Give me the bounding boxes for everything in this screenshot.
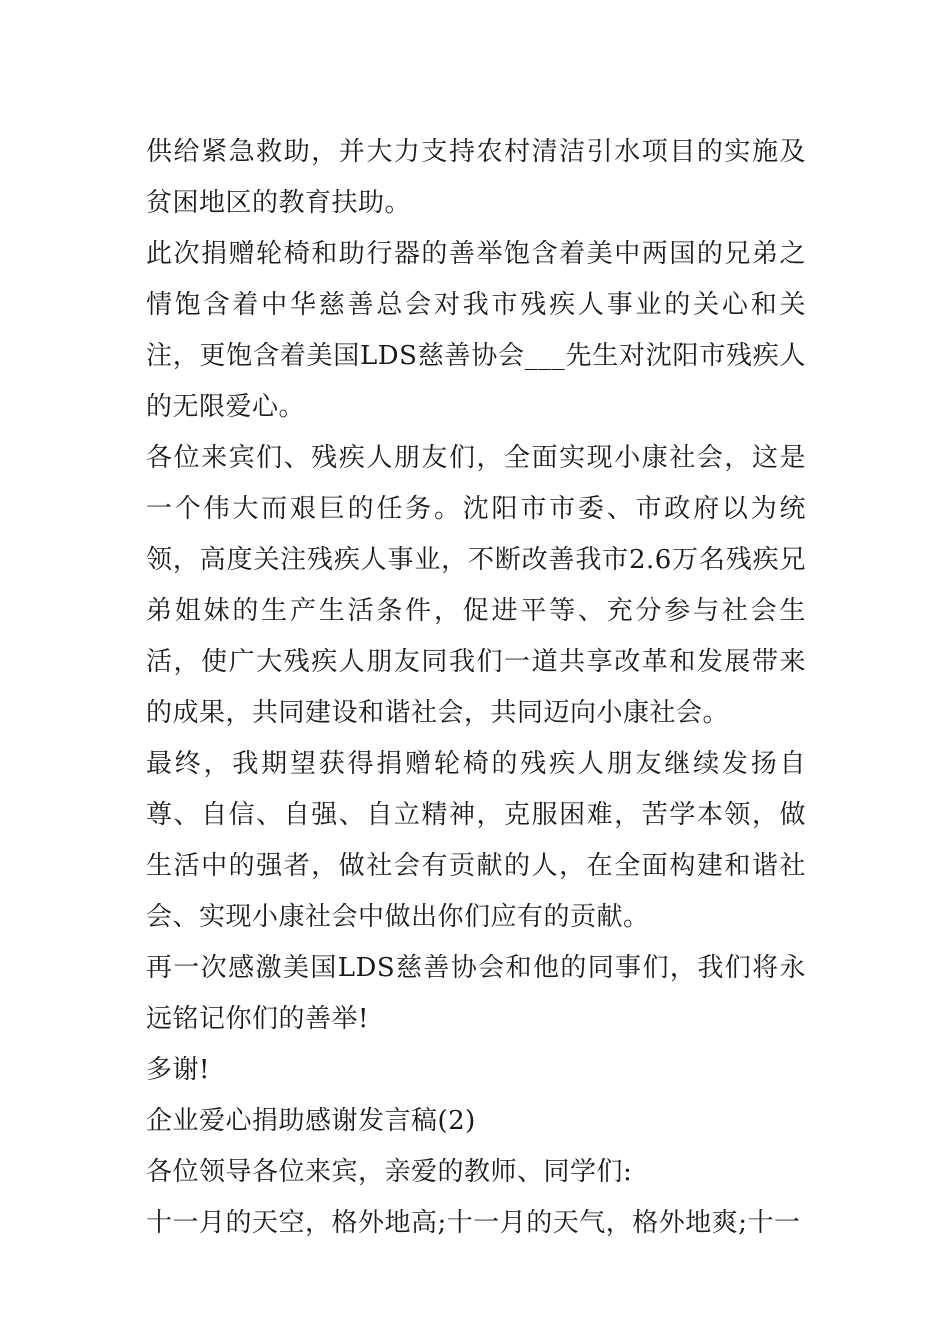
paragraph-donation-gratitude: 此次捐赠轮椅和助行器的善举饱含着美中两国的兄弟之情饱含着中华慈善总会对我市残疾人事业的关心和关注，更饱含着美国LDS慈善协会___先生对沈阳市残疾人的无限爱心。: [146, 239, 806, 422]
paragraph-thanks-again: 再一次感激美国LDS慈善协会和他的同事们，我们将永远铭记你们的善举!: [146, 953, 806, 1034]
section-title: 企业爱心捐助感谢发言稿(2): [146, 1106, 476, 1136]
document-page: [146, 127, 806, 1249]
paragraph-xiaokang-society: 各位来宾们、残疾人朋友们，全面实现小康社会，这是一个伟大而艰巨的任务。沈阳市市委、市政府以为统领，高度关注残疾人事业，不断改善我市2.6万名残疾兄弟姐妹的生产生活条件，促进平等、充分参与社会生活，使广大残疾人朋友同我们一道共享改革和发展带来的成果，共同建设和谐社会，共同迈向小康社会。: [146, 443, 806, 728]
paragraph-relief-support: 供给紧急救助，并大力支持农村清洁引水项目的实施及贫困地区的教育扶助。: [146, 137, 806, 218]
paragraph-closing-hope: 最终，我期望获得捐赠轮椅的残疾人朋友继续发扬自尊、自信、自强、自立精神，克服困难，苦学本领，做生活中的强者，做社会有贡献的人，在全面构建和谐社会、实现小康社会中做出你们应有的贡献。: [146, 749, 806, 932]
paragraph-thank-you: 多谢!: [146, 1055, 210, 1085]
salutation: 各位领导各位来宾，亲爱的教师、同学们:: [146, 1157, 633, 1187]
paragraph-november-opening: 十一月的天空，格外地高;十一月的天气，格外地爽;十一: [146, 1208, 801, 1238]
